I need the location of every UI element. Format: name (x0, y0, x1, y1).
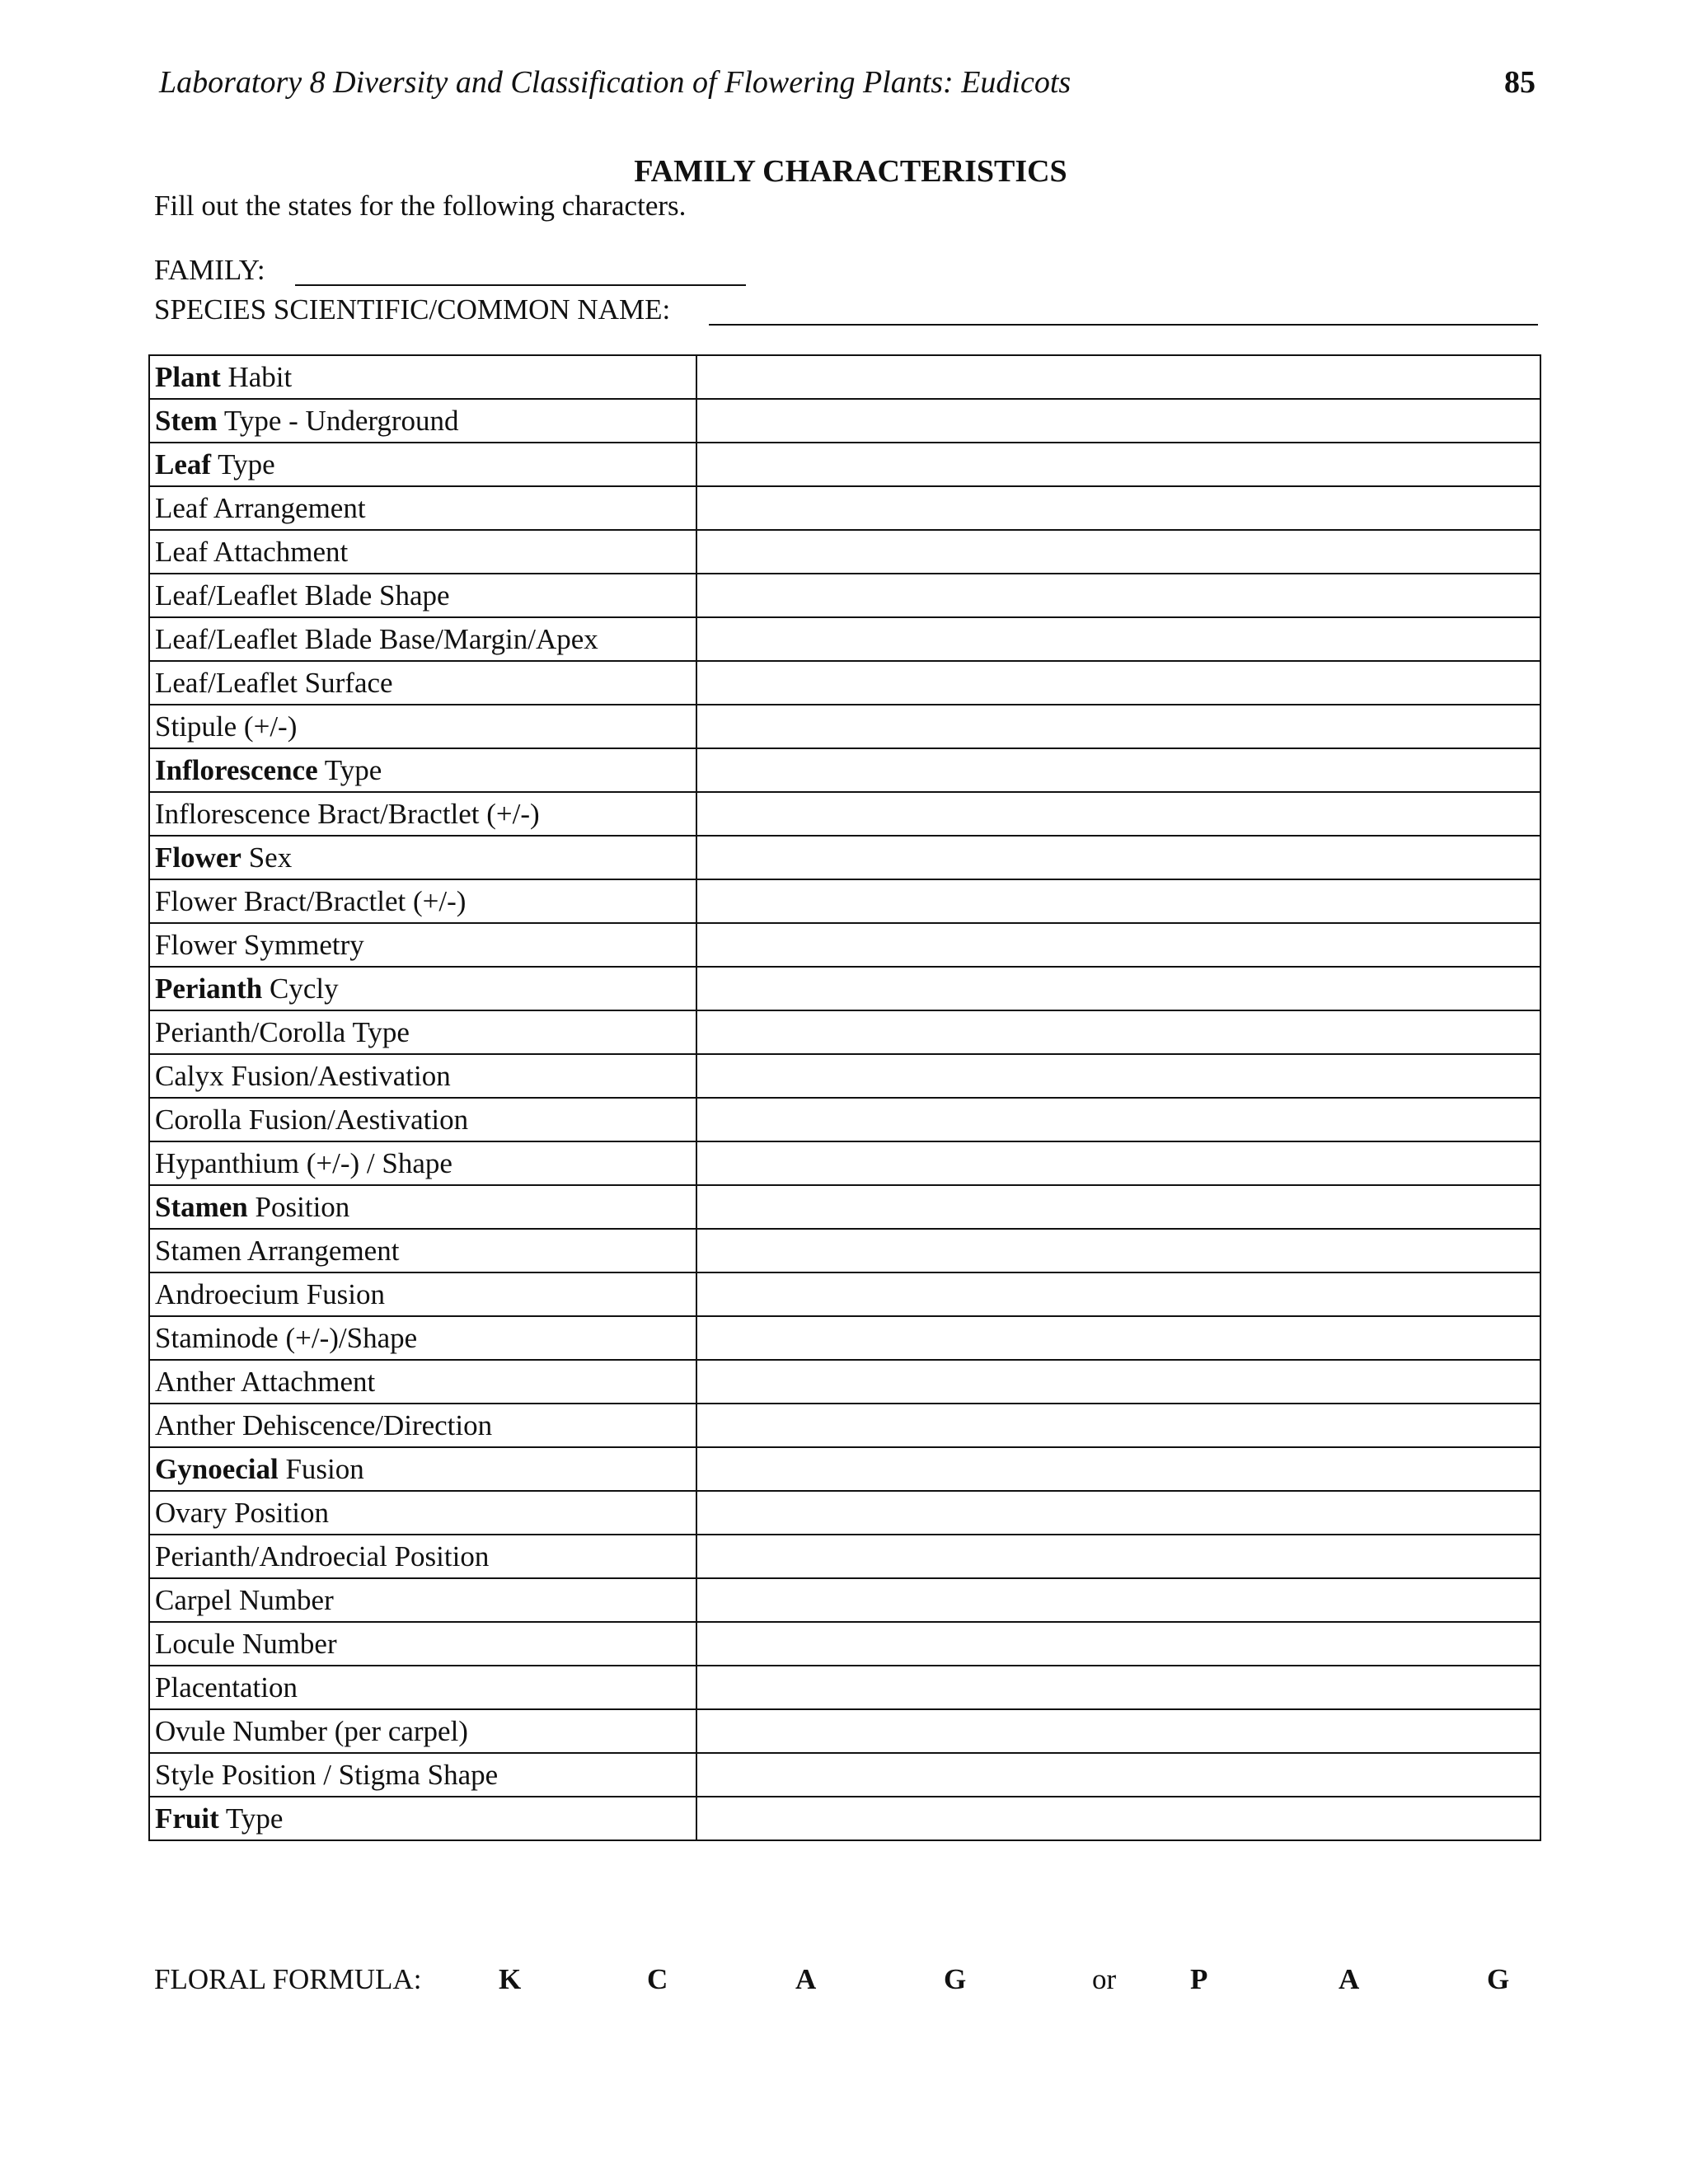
table-row (149, 1185, 1540, 1229)
character-label-text: Inflorescence Bract/Bractlet (+/-) (155, 798, 540, 830)
character-state-cell[interactable] (696, 1010, 1540, 1054)
formula-or: or (1092, 1963, 1117, 1995)
character-label-cell (149, 1141, 696, 1185)
table-row (149, 355, 1540, 399)
character-label-bold: Stamen (155, 1191, 248, 1223)
characteristics-table (148, 354, 1541, 1841)
character-label-text: Stamen Arrangement (155, 1235, 400, 1267)
table-row (149, 1709, 1540, 1753)
character-label-cell (149, 486, 696, 530)
character-state-cell[interactable] (696, 486, 1540, 530)
page-number: 85 (1504, 65, 1536, 100)
character-label-cell (149, 1666, 696, 1709)
character-state-cell[interactable] (696, 923, 1540, 967)
character-label-text: Leaf/Leaflet Blade Shape (155, 579, 450, 612)
table-row (149, 1666, 1540, 1709)
character-label-cell (149, 923, 696, 967)
species-label: SPECIES SCIENTIFIC/COMMON NAME: (154, 293, 671, 326)
table-row (149, 923, 1540, 967)
character-label-text: Stipule (+/-) (155, 710, 298, 743)
table-row (149, 1360, 1540, 1404)
character-label-cell (149, 1753, 696, 1797)
character-label-text: Hypanthium (+/-) / Shape (155, 1147, 452, 1179)
character-state-cell[interactable] (696, 1491, 1540, 1535)
character-state-cell[interactable] (696, 1797, 1540, 1840)
floral-formula-label: FLORAL FORMULA: (154, 1963, 422, 1995)
character-state-cell[interactable] (696, 879, 1540, 923)
character-state-cell[interactable] (696, 617, 1540, 661)
character-label-text: Anther Dehiscence/Direction (155, 1409, 493, 1441)
character-label-cell (149, 617, 696, 661)
table-row (149, 879, 1540, 923)
character-state-cell[interactable] (696, 1360, 1540, 1404)
character-label-text: Anther Attachment (155, 1366, 376, 1398)
character-label-cell (149, 1578, 696, 1622)
table-row (149, 967, 1540, 1010)
character-state-cell[interactable] (696, 1578, 1540, 1622)
character-label-text: Calyx Fusion/Aestivation (155, 1060, 451, 1092)
family-label: FAMILY: (154, 254, 265, 286)
character-label-cell (149, 1010, 696, 1054)
character-state-cell[interactable] (696, 705, 1540, 748)
table-row (149, 399, 1540, 443)
table-row (149, 574, 1540, 617)
character-label-text: Ovary Position (155, 1497, 329, 1529)
character-label-text: Androecium Fusion (155, 1278, 386, 1310)
character-label-cell (149, 355, 696, 399)
table-row (149, 792, 1540, 836)
table-row (149, 617, 1540, 661)
table-row (149, 486, 1540, 530)
formula-symbol-a-alt: A (1339, 1963, 1360, 1995)
character-label-cell (149, 836, 696, 879)
character-label-cell (149, 1535, 696, 1578)
table-row (149, 1491, 1540, 1535)
character-state-cell[interactable] (696, 355, 1540, 399)
character-label-bold: Perianth (155, 972, 263, 1005)
character-label-text: Type (218, 1802, 284, 1835)
character-state-cell[interactable] (696, 1535, 1540, 1578)
character-label-cell (149, 1229, 696, 1272)
character-state-cell[interactable] (696, 1404, 1540, 1447)
character-label-cell (149, 705, 696, 748)
character-state-cell[interactable] (696, 530, 1540, 574)
character-label-text: Sex (241, 841, 293, 874)
character-state-cell[interactable] (696, 661, 1540, 705)
formula-symbol-k: K (499, 1963, 522, 1995)
character-label-text: Leaf Arrangement (155, 492, 366, 524)
character-label-cell (149, 1447, 696, 1491)
table-row (149, 443, 1540, 486)
table-row (149, 1578, 1540, 1622)
table-row (149, 1797, 1540, 1840)
character-label-cell (149, 967, 696, 1010)
character-label-text: Cycly (262, 972, 339, 1005)
character-state-cell[interactable] (696, 792, 1540, 836)
character-label-cell (149, 792, 696, 836)
table-row (149, 1622, 1540, 1666)
table-row (149, 1098, 1540, 1141)
characteristics-table-body (149, 355, 1540, 1840)
character-label-bold: Gynoecial (155, 1453, 279, 1485)
character-label-text: Locule Number (155, 1628, 337, 1660)
table-row (149, 1141, 1540, 1185)
table-row (149, 748, 1540, 792)
character-label-text: Flower Bract/Bractlet (+/-) (155, 885, 467, 917)
character-label-cell (149, 748, 696, 792)
character-label-text: Leaf/Leaflet Surface (155, 667, 393, 699)
character-label-cell (149, 1709, 696, 1753)
formula-symbol-c: C (647, 1963, 668, 1995)
character-state-cell[interactable] (696, 1141, 1540, 1185)
table-row (149, 661, 1540, 705)
section-title-text: FAMILY CHARACTERISTICS (634, 154, 1067, 189)
table-row (149, 1272, 1540, 1316)
table-row (149, 1229, 1540, 1272)
character-label-bold: Stem (155, 405, 218, 437)
character-state-cell[interactable] (696, 574, 1540, 617)
character-label-text: Leaf/Leaflet Blade Base/Margin/Apex (155, 623, 598, 655)
character-label-text: Position (247, 1191, 350, 1223)
character-label-bold: Leaf (155, 448, 212, 480)
character-state-cell[interactable] (696, 967, 1540, 1010)
character-label-cell (149, 1404, 696, 1447)
character-label-cell (149, 574, 696, 617)
character-label-text: Corolla Fusion/Aestivation (155, 1104, 469, 1136)
table-row (149, 1010, 1540, 1054)
character-state-cell[interactable] (696, 748, 1540, 792)
character-label-cell (149, 1622, 696, 1666)
character-label-cell (149, 1491, 696, 1535)
character-state-cell[interactable] (696, 1229, 1540, 1272)
character-label-cell (149, 1185, 696, 1229)
character-label-bold: Inflorescence (155, 754, 318, 786)
character-label-text: Carpel Number (155, 1584, 334, 1616)
formula-symbol-g-alt: G (1487, 1963, 1510, 1995)
character-label-cell (149, 443, 696, 486)
running-title: Laboratory 8 Diversity and Classification of Flowering Plants: Eudicots (159, 65, 1071, 100)
character-label-cell (149, 1272, 696, 1316)
character-state-cell[interactable] (696, 836, 1540, 879)
formula-symbol-a: A (795, 1963, 817, 1995)
character-label-cell (149, 1316, 696, 1360)
character-label-bold: Flower (155, 841, 241, 874)
species-blank-line[interactable] (709, 324, 1538, 326)
character-state-cell[interactable] (696, 1054, 1540, 1098)
character-label-text: Flower Symmetry (155, 929, 364, 961)
character-state-cell[interactable] (696, 1709, 1540, 1753)
species-field-row (154, 293, 670, 326)
character-label-text: Type - Underground (217, 405, 459, 437)
character-label-text: Perianth/Androecial Position (155, 1540, 490, 1572)
table-row (149, 1535, 1540, 1578)
family-field-row (154, 254, 265, 287)
character-label-text: Leaf Attachment (155, 536, 349, 568)
character-label-cell (149, 661, 696, 705)
character-label-cell (149, 1797, 696, 1840)
table-row (149, 530, 1540, 574)
character-label-text: Placentation (155, 1671, 298, 1704)
character-label-text: Perianth/Corolla Type (155, 1016, 410, 1048)
character-label-bold: Fruit (155, 1802, 219, 1835)
character-label-text: Staminode (+/-)/Shape (155, 1322, 418, 1354)
character-state-cell[interactable] (696, 1272, 1540, 1316)
character-state-cell[interactable] (696, 1447, 1540, 1491)
character-state-cell[interactable] (696, 1753, 1540, 1797)
character-label-text: Fusion (278, 1453, 364, 1485)
character-state-cell[interactable] (696, 1185, 1540, 1229)
character-label-text: Habit (220, 361, 293, 393)
formula-symbol-p: P (1190, 1963, 1208, 1995)
character-label-text: Style Position / Stigma Shape (155, 1759, 499, 1791)
character-label-cell (149, 1098, 696, 1141)
table-row (149, 836, 1540, 879)
character-state-cell[interactable] (696, 1622, 1540, 1666)
section-title (0, 153, 1688, 190)
page-header (159, 64, 1536, 110)
character-state-cell[interactable] (696, 1666, 1540, 1709)
table-row (149, 1447, 1540, 1491)
table-row (149, 1054, 1540, 1098)
character-state-cell[interactable] (696, 1098, 1540, 1141)
table-row (149, 1316, 1540, 1360)
character-label-bold: Plant (155, 361, 221, 393)
character-label-cell (149, 879, 696, 923)
character-label-cell (149, 1360, 696, 1404)
character-label-cell (149, 399, 696, 443)
instructions: Fill out the states for the following characters. (154, 190, 687, 222)
table-row (149, 1404, 1540, 1447)
character-state-cell[interactable] (696, 399, 1540, 443)
character-label-text: Ovule Number (per carpel) (155, 1715, 468, 1747)
floral-formula (154, 1963, 1539, 2004)
character-label-cell (149, 1054, 696, 1098)
formula-symbol-g: G (944, 1963, 967, 1995)
table-row (149, 1753, 1540, 1797)
character-label-text: Type (211, 448, 275, 480)
character-state-cell[interactable] (696, 443, 1540, 486)
table-row (149, 705, 1540, 748)
character-state-cell[interactable] (696, 1316, 1540, 1360)
character-label-text: Type (317, 754, 382, 786)
character-label-cell (149, 530, 696, 574)
family-blank-line[interactable] (295, 284, 746, 286)
